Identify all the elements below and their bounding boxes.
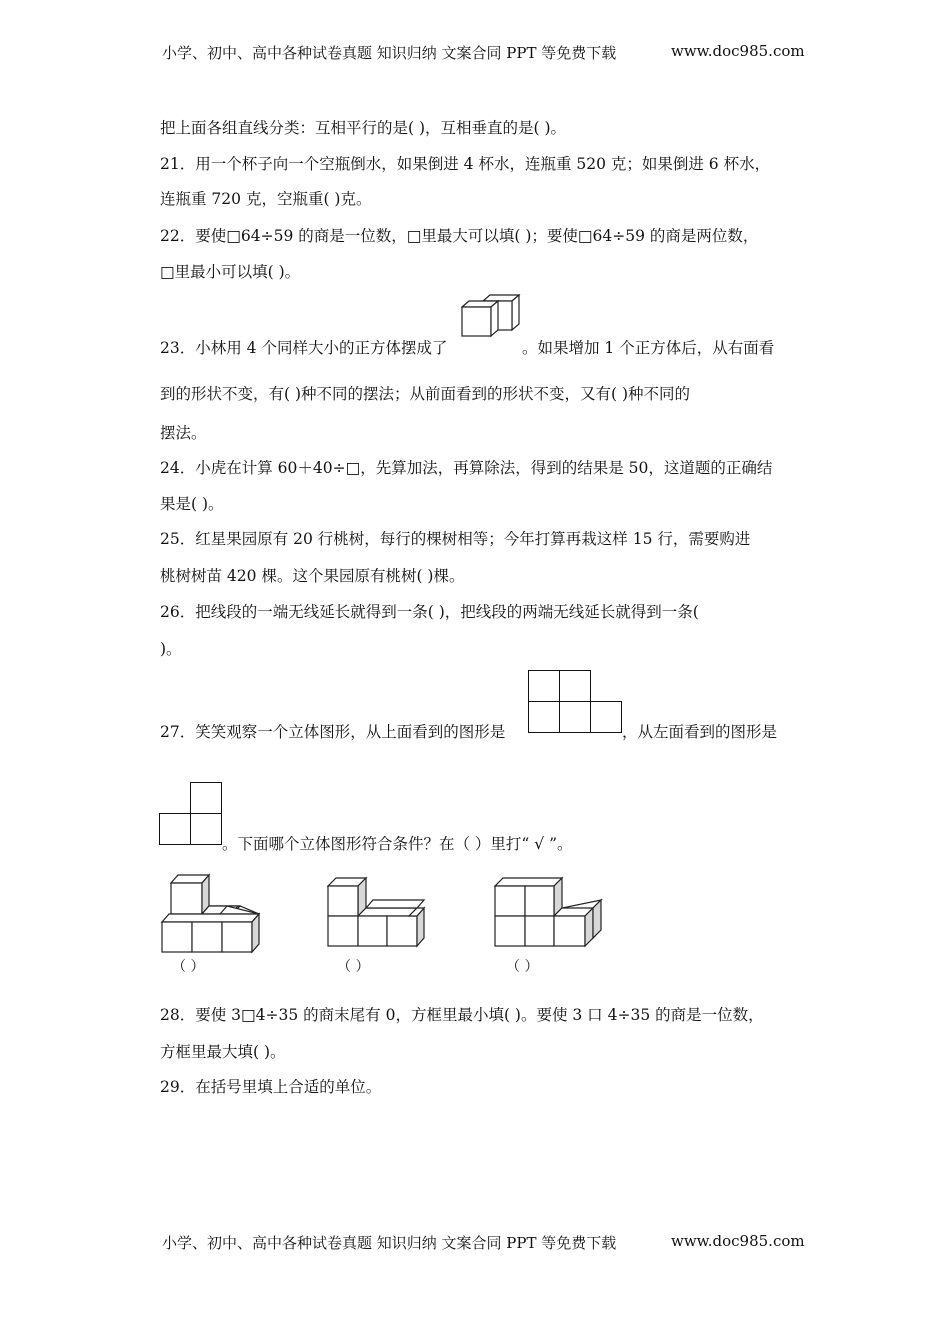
- question-21-line2: 连瓶重 720 克，空瓶重( )克。: [160, 190, 372, 208]
- question-27-line1-pre: 27．笑笑观察一个立体图形，从上面看到的图形是: [160, 723, 506, 741]
- grid-square: [528, 670, 560, 702]
- grid-square: [190, 782, 222, 814]
- question-26-line1: 26．把线段的一端无线延长就得到一条( )，把线段的两端无线延长就得到一条(: [160, 603, 699, 621]
- grid-square: [559, 670, 591, 702]
- footer-text: 小学、初中、高中各种试卷真题 知识归纳 文案合同 PPT 等免费下载: [162, 1234, 617, 1252]
- question-28-line2: 方框里最大填( )。: [160, 1043, 286, 1061]
- question-23-line3: 摆法。: [160, 424, 207, 442]
- cube-arrangement-figure: [461, 294, 523, 338]
- question-line: 把上面各组直线分类：互相平行的是( )，互相垂直的是( )。: [160, 119, 567, 137]
- question-28-line1: 28．要使 3□4÷35 的商末尾有 0，方框里最小填( )。要使 3 口 4÷35 的商是一位数，: [160, 1006, 764, 1024]
- answer-parens-c[interactable]: （ ）: [506, 959, 539, 975]
- question-24-line1: 24．小虎在计算 60＋40÷□，先算加法，再算除法，得到的结果是 50，这道题的正确结: [160, 459, 773, 477]
- option-a-figure: [160, 872, 262, 954]
- grid-square: [528, 701, 560, 733]
- answer-parens-a[interactable]: （ ）: [172, 959, 205, 975]
- question-23-line1-post: 。如果增加 1 个正方体后，从右面看: [522, 339, 775, 357]
- question-24-line2: 果是( )。: [160, 495, 224, 513]
- question-29: 29．在括号里填上合适的单位。: [160, 1078, 382, 1096]
- grid-square: [590, 701, 622, 733]
- question-21-line1: 21．用一个杯子向一个空瓶倒水，如果倒进 4 杯水，连瓶重 520 克；如果倒进 6 杯水，: [160, 155, 771, 173]
- answer-parens-b[interactable]: （ ）: [337, 959, 370, 975]
- question-25-line2: 桃树树苗 420 棵。这个果园原有桃树( )棵。: [160, 567, 465, 585]
- question-25-line1: 25．红星果园原有 20 行桃树，每行的棵树相等；今年打算再栽这样 15 行，需要购进: [160, 530, 751, 548]
- question-23-line1-pre: 23．小林用 4 个同样大小的正方体摆成了: [160, 339, 448, 357]
- question-27-line2: 。下面哪个立体图形符合条件？在（ ）里打“ √ ”。: [222, 835, 573, 853]
- header-text: 小学、初中、高中各种试卷真题 知识归纳 文案合同 PPT 等免费下载: [162, 44, 617, 62]
- grid-square: [159, 813, 191, 845]
- option-b-figure: [326, 876, 428, 948]
- question-26-line2: )。: [160, 640, 182, 658]
- option-c-figure: [493, 876, 605, 948]
- question-22-line2: □里最小可以填( )。: [160, 263, 301, 281]
- header-url: www.doc985.com: [671, 42, 805, 60]
- footer-url: www.doc985.com: [671, 1232, 805, 1250]
- grid-square: [559, 701, 591, 733]
- question-22-line1: 22．要使□64÷59 的商是一位数，□里最大可以填( )；要使□64÷59 的商是两位数，: [160, 227, 759, 245]
- question-23-line2: 到的形状不变，有( )种不同的摆法；从前面看到的形状不变，又有( )种不同的: [160, 385, 691, 403]
- grid-square: [190, 813, 222, 845]
- question-27-line1-post: ，从左面看到的图形是: [622, 723, 778, 741]
